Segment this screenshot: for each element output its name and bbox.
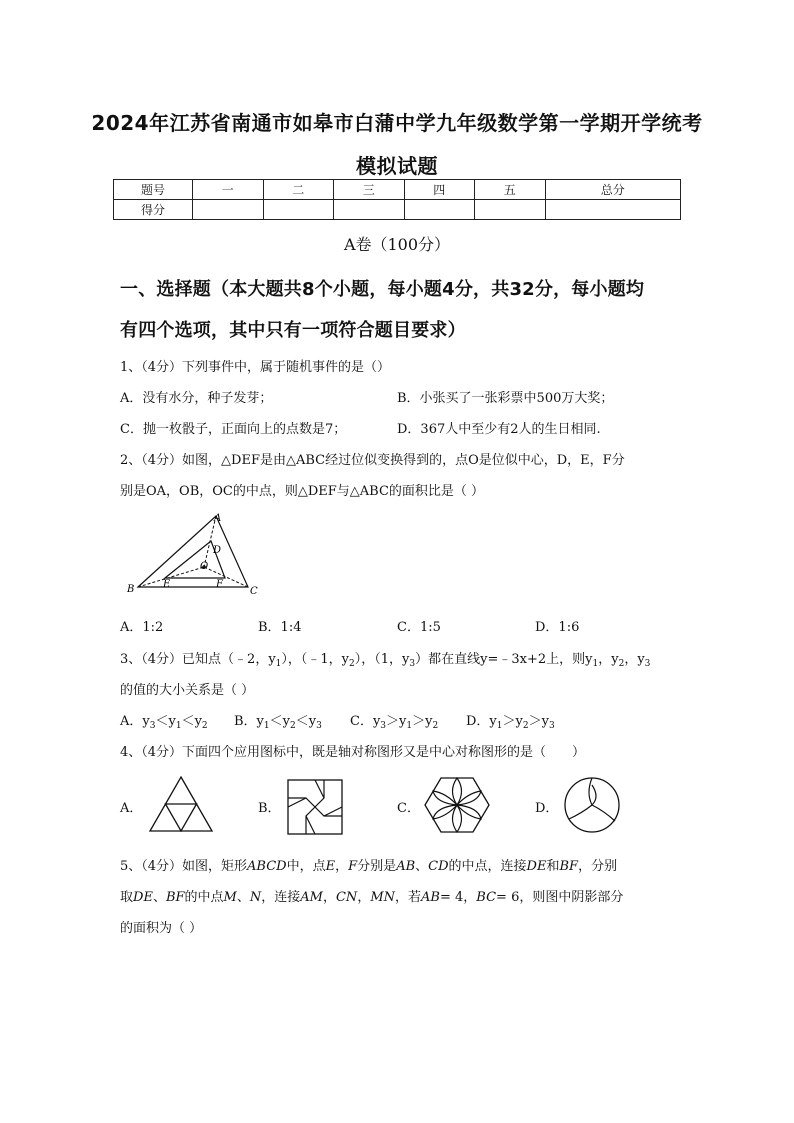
q2-option-d: D．1:6: [535, 620, 580, 635]
label-b: B: [127, 584, 135, 595]
q3-stem-line2: 的值的大小关系是（ ）: [120, 683, 255, 698]
q1-stem: 1、（4分）下列事件中，属于随机事件的是（）: [120, 360, 391, 375]
q4-icon-c-hexagon-flower: [424, 775, 490, 835]
q3-option-c: C．$y_3>y_1>y_2$: [350, 714, 439, 731]
label-e: E: [163, 579, 171, 590]
doc-title-line1: 2024年江苏省南通市如皋市白蒲中学九年级数学第一学期开学统考: [91, 111, 703, 135]
score-header-cell: 三: [334, 180, 405, 200]
score-header-cell: 五: [475, 180, 546, 200]
q2-option-a: A．1:2: [120, 620, 164, 635]
triangle-abc: [138, 516, 248, 587]
q4-icon-b-pinwheel: [286, 778, 344, 836]
score-cell: [263, 200, 334, 220]
score-header-cell: 总分: [545, 180, 681, 200]
score-row-label: 得分: [114, 200, 193, 220]
score-cell: [193, 200, 264, 220]
q4-option-d-label: D．: [535, 801, 559, 816]
q3-option-a: A．$y_3<y_1<y_2$: [120, 714, 208, 731]
q1-option-c: C．抛一枚骰子，正面向上的点数是7；: [120, 422, 347, 437]
q3-option-b: B．$y_1<y_2<y_3$: [234, 714, 322, 731]
q2-stem-line1: 2、（4分）如图，△DEF是由△ABC经过位似变换得到的，点O是位似中心，D，E，F分: [120, 453, 625, 468]
q1-option-d: D．367人中至少有2人的生日相同.: [397, 422, 601, 437]
score-header-cell: 二: [263, 180, 334, 200]
section1-heading-line2: 有四个选项，其中只有一项符合题目要求）: [120, 320, 466, 341]
q4-icon-d-circle-triskele: [562, 775, 622, 835]
q4-option-a-label: A．: [120, 801, 143, 816]
score-table-score-row: [114, 200, 681, 220]
q4-option-c-label: C．: [397, 801, 420, 816]
score-cell: [545, 200, 681, 220]
q3-stem-line1: 3、（4分）已知点（﹣2，$y_1$），（﹣1，$y_2$），（1，$y_3$）都在直线y=﹣3x+2上，则$y_1$，$y_2$，$y_3$: [120, 652, 651, 669]
q2-stem-line2: 别是OA，OB，OC的中点，则△DEF与△ABC的面积比是（ ）: [120, 484, 485, 499]
score-table: [113, 179, 681, 220]
line-ob: [138, 567, 204, 587]
label-f: F: [216, 579, 223, 590]
label-a: A: [214, 513, 222, 524]
score-cell: [404, 200, 475, 220]
q4-icon-a-triangle: [148, 775, 214, 835]
section1-heading-line1: 一、选择题（本大题共8个小题，每小题4分，共32分，每小题均: [120, 279, 645, 300]
q4-stem: 4、（4分）下面四个应用图标中，既是轴对称图形又是中心对称图形的是（ ）: [120, 745, 586, 760]
q2-option-b: B．1:4: [258, 620, 302, 635]
score-header-cell: 四: [404, 180, 475, 200]
label-o: O: [200, 561, 209, 572]
q4-option-b-label: B．: [258, 801, 281, 816]
q5-stem-line3: 的面积为（ ）: [120, 921, 203, 936]
q2-triangle-figure: [118, 510, 263, 600]
section-a-heading: A卷（100分）: [343, 235, 451, 254]
score-cell: [475, 200, 546, 220]
line-oc: [204, 567, 248, 587]
score-header-cell: 一: [193, 180, 264, 200]
q5-stem-line1: 5、（4分）如图，矩形ABCD中，点E，F分别是AB、CD的中点，连接DE和BF，分别: [120, 859, 618, 874]
score-header-cell: 题号: [114, 180, 193, 200]
label-c: C: [250, 586, 258, 597]
q5-stem-line2: 取DE、BF的中点M、N，连接AM，CN，MN，若AB= 4，BC= 6，则图中阴影部分: [120, 890, 624, 905]
label-d: D: [213, 545, 222, 556]
q2-option-c: C．1:5: [397, 620, 441, 635]
q1-option-a: A．没有水分，种子发芽；: [120, 391, 273, 406]
score-table-header-row: [114, 180, 681, 200]
q3-option-d: D．$y_1>y_2>y_3$: [466, 714, 555, 731]
doc-title-line2: 模拟试题: [356, 154, 438, 178]
q1-option-b: B．小张买了一张彩票中500万大奖；: [397, 391, 614, 406]
score-cell: [334, 200, 405, 220]
